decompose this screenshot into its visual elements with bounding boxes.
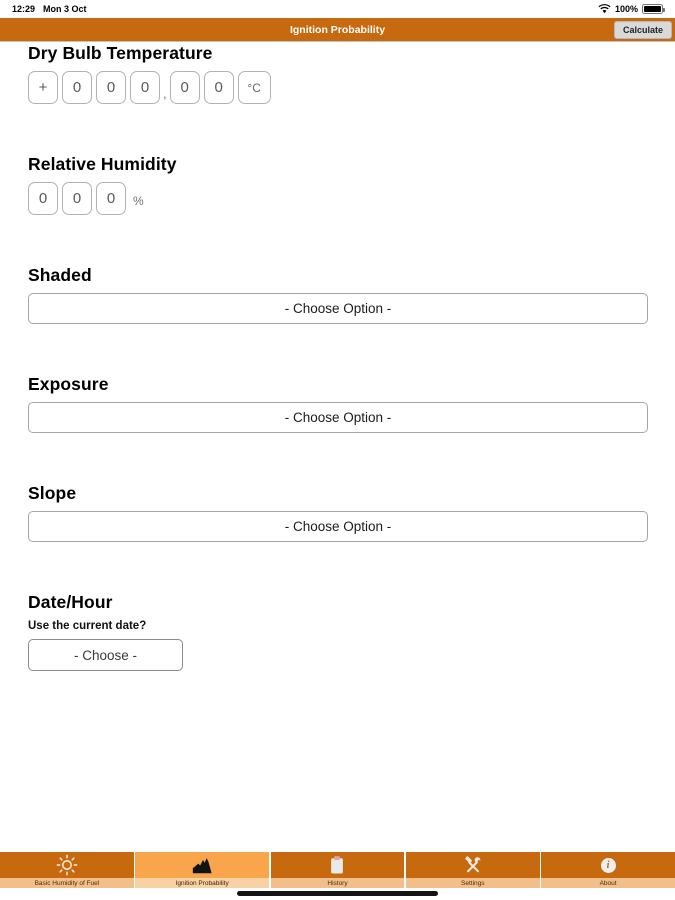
tab-history[interactable] (271, 852, 405, 888)
exposure-dropdown[interactable]: - Choose Option - (28, 402, 648, 433)
shaded-dropdown[interactable]: - Choose Option - (28, 293, 648, 324)
decimal-separator: , (163, 86, 167, 101)
date-hour-label: Date/Hour (28, 592, 113, 612)
page-title: Ignition Probability (289, 23, 386, 36)
humidity-digit-2[interactable]: 0 (62, 182, 92, 215)
battery-icon (642, 4, 663, 14)
section-dry-bulb-temperature (28, 43, 648, 104)
section-relative-humidity (28, 154, 648, 215)
tab-basic-humidity-of-fuel[interactable] (0, 852, 134, 888)
tab-ignition-probability[interactable] (135, 852, 269, 888)
humidity-digit-3[interactable]: 0 (96, 182, 126, 215)
calculate-button[interactable]: Calculate (614, 21, 672, 39)
status-bar (0, 0, 675, 18)
temp-sign-box[interactable]: + (28, 71, 58, 104)
tab-label: About (541, 878, 675, 888)
exposure-label: Exposure (28, 374, 109, 394)
tools-icon (463, 855, 483, 875)
tab-label: Settings (406, 878, 540, 888)
shaded-label: Shaded (28, 265, 92, 285)
wifi-icon (598, 4, 611, 14)
status-time-date (12, 4, 87, 14)
section-exposure (28, 374, 648, 433)
slope-dropdown[interactable]: - Choose Option - (28, 511, 648, 542)
tab-settings[interactable] (406, 852, 540, 888)
current-date-question: Use the current date? (28, 620, 147, 632)
relative-humidity-label: Relative Humidity (28, 154, 177, 174)
temp-digit-1[interactable]: 0 (62, 71, 92, 104)
dry-bulb-label: Dry Bulb Temperature (28, 43, 213, 63)
humidity-digit-1[interactable]: 0 (28, 182, 58, 215)
home-indicator[interactable] (237, 891, 438, 896)
temp-decimal-2[interactable]: 0 (204, 71, 234, 104)
battery-percent: 100% (614, 4, 638, 14)
slope-label: Slope (28, 483, 77, 503)
temp-unit-box: °C (238, 71, 271, 104)
status-date: Mon 3 Oct (43, 4, 87, 14)
tab-label: Basic Humidity of Fuel (0, 878, 134, 888)
section-slope (28, 483, 648, 542)
section-date-hour (28, 592, 648, 671)
tab-label: History (271, 878, 405, 888)
humidity-unit: % (133, 194, 144, 208)
date-choose-button[interactable]: - Choose - (28, 639, 183, 671)
nav-bar (0, 18, 675, 42)
mountain-chart-icon (190, 854, 214, 876)
section-shaded (28, 265, 648, 324)
tab-bar (0, 852, 675, 888)
tab-label: Ignition Probability (135, 878, 269, 888)
temp-decimal-1[interactable]: 0 (170, 71, 200, 104)
main-content (28, 43, 648, 721)
status-time: 12:29 (12, 4, 36, 14)
clipboard-icon (328, 855, 346, 875)
tab-about[interactable] (541, 852, 675, 888)
info-icon: i (601, 858, 616, 873)
temp-digit-3[interactable]: 0 (130, 71, 160, 104)
temp-digit-2[interactable]: 0 (96, 71, 126, 104)
sun-icon (56, 854, 78, 876)
